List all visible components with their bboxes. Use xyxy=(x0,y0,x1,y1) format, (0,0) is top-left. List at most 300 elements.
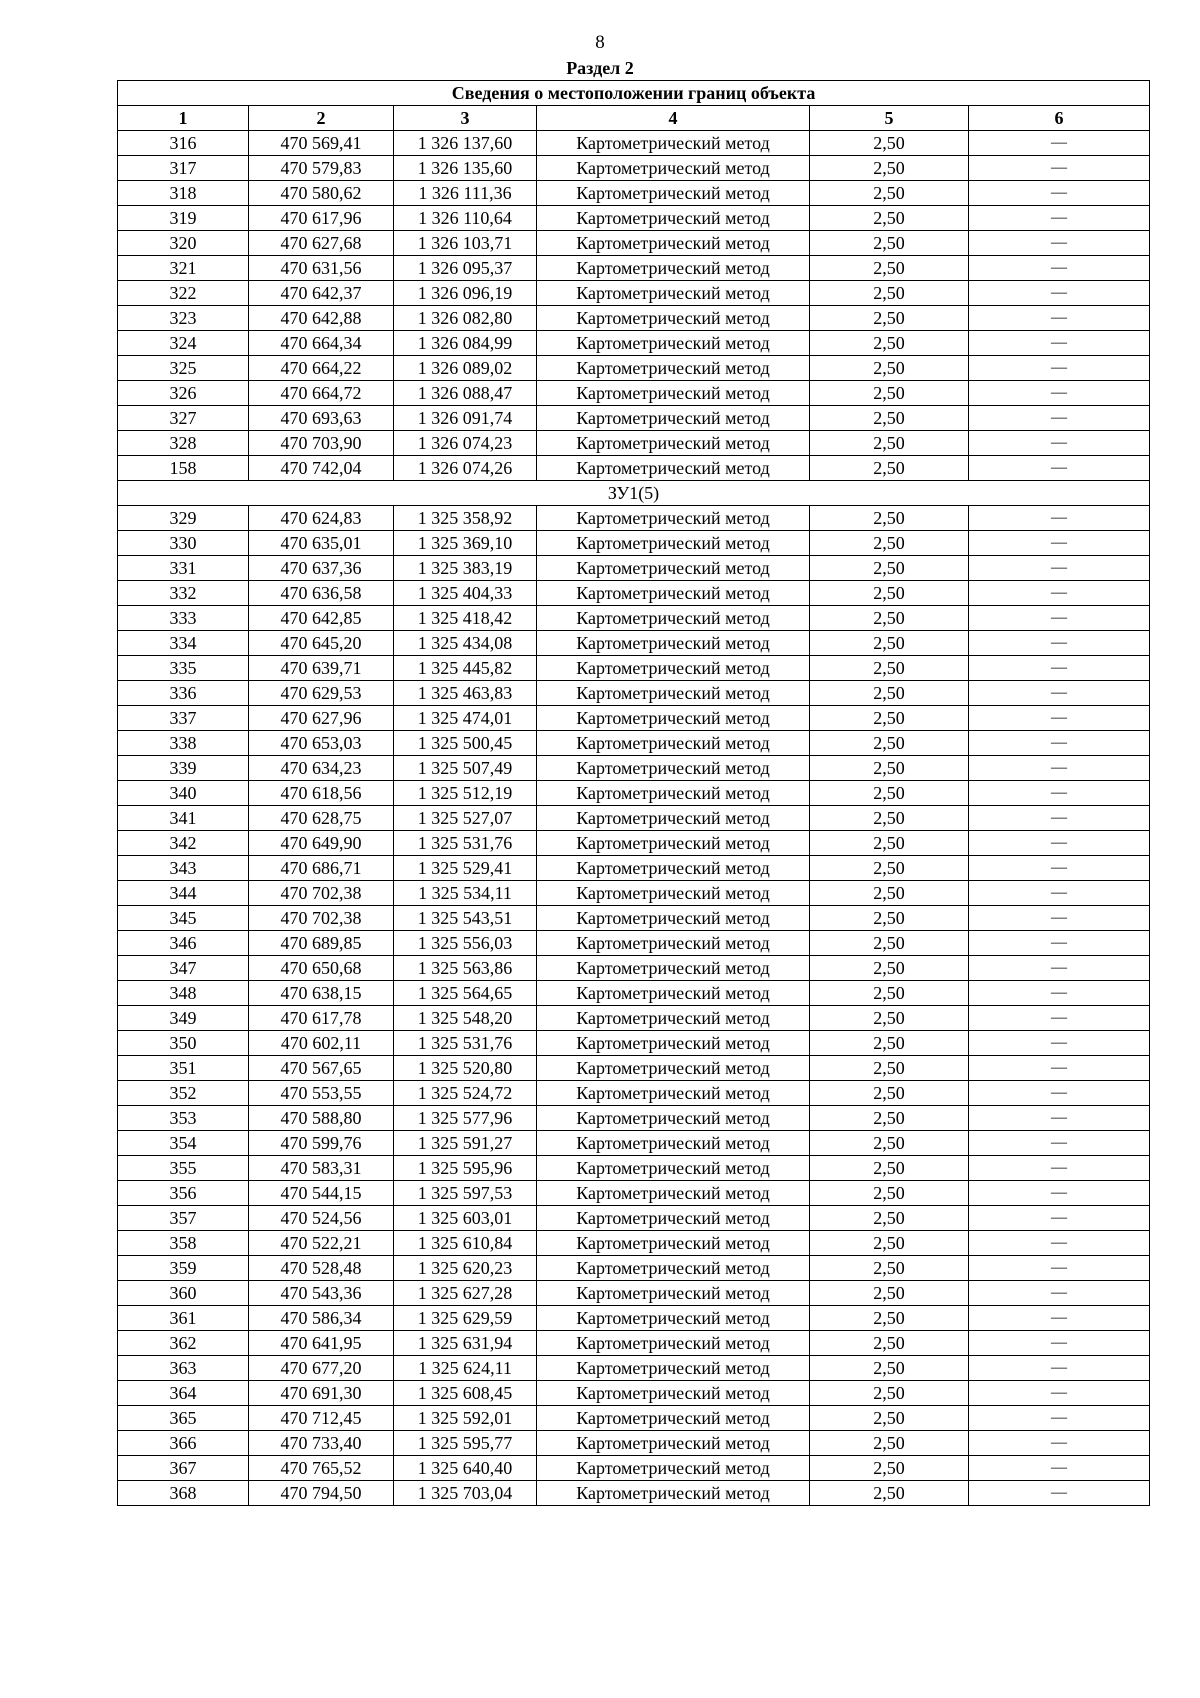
point-number-cell: 360 xyxy=(118,1281,249,1306)
description-cell: — xyxy=(969,931,1150,956)
y-coordinate-cell: 1 325 631,94 xyxy=(394,1331,537,1356)
point-number-cell: 361 xyxy=(118,1306,249,1331)
description-cell: — xyxy=(969,1306,1150,1331)
table-caption-row xyxy=(118,81,1150,106)
x-coordinate-cell: 470 618,56 xyxy=(249,781,394,806)
accuracy-cell: 2,50 xyxy=(810,856,969,881)
x-coordinate-cell: 470 645,20 xyxy=(249,631,394,656)
x-coordinate-cell: 470 635,01 xyxy=(249,531,394,556)
y-coordinate-cell: 1 326 084,99 xyxy=(394,331,537,356)
x-coordinate-cell: 470 642,88 xyxy=(249,306,394,331)
y-coordinate-cell: 1 325 556,03 xyxy=(394,931,537,956)
table-row xyxy=(118,406,1150,431)
x-coordinate-cell: 470 617,96 xyxy=(249,206,394,231)
accuracy-cell: 2,50 xyxy=(810,1481,969,1506)
description-cell: — xyxy=(969,356,1150,381)
x-coordinate-cell: 470 628,75 xyxy=(249,806,394,831)
accuracy-cell: 2,50 xyxy=(810,756,969,781)
point-number-cell: 362 xyxy=(118,1331,249,1356)
x-coordinate-cell: 470 641,95 xyxy=(249,1331,394,1356)
point-number-cell: 325 xyxy=(118,356,249,381)
description-cell: — xyxy=(969,806,1150,831)
x-coordinate-cell: 470 702,38 xyxy=(249,881,394,906)
point-number-cell: 351 xyxy=(118,1056,249,1081)
group-label: ЗУ1(5) xyxy=(118,481,1150,506)
y-coordinate-cell: 1 325 531,76 xyxy=(394,1031,537,1056)
table-row xyxy=(118,1356,1150,1381)
table-row xyxy=(118,1006,1150,1031)
point-number-cell: 327 xyxy=(118,406,249,431)
description-cell: — xyxy=(969,1006,1150,1031)
x-coordinate-cell: 470 580,62 xyxy=(249,181,394,206)
point-number-cell: 368 xyxy=(118,1481,249,1506)
description-cell: — xyxy=(969,1281,1150,1306)
table-row xyxy=(118,1331,1150,1356)
y-coordinate-cell: 1 325 563,86 xyxy=(394,956,537,981)
accuracy-cell: 2,50 xyxy=(810,531,969,556)
description-cell: — xyxy=(969,281,1150,306)
method-cell: Картометрический метод xyxy=(537,331,810,356)
description-cell: — xyxy=(969,706,1150,731)
method-cell: Картометрический метод xyxy=(537,1481,810,1506)
point-number-cell: 353 xyxy=(118,1106,249,1131)
description-cell: — xyxy=(969,856,1150,881)
y-coordinate-cell: 1 325 627,28 xyxy=(394,1281,537,1306)
accuracy-cell: 2,50 xyxy=(810,1106,969,1131)
method-cell: Картометрический метод xyxy=(537,1431,810,1456)
method-cell: Картометрический метод xyxy=(537,1006,810,1031)
accuracy-cell: 2,50 xyxy=(810,906,969,931)
method-cell: Картометрический метод xyxy=(537,456,810,481)
accuracy-cell: 2,50 xyxy=(810,931,969,956)
table-row xyxy=(118,1281,1150,1306)
y-coordinate-cell: 1 325 543,51 xyxy=(394,906,537,931)
table-row xyxy=(118,581,1150,606)
description-cell: — xyxy=(969,381,1150,406)
y-coordinate-cell: 1 325 595,96 xyxy=(394,1156,537,1181)
method-cell: Картометрический метод xyxy=(537,606,810,631)
y-coordinate-cell: 1 325 603,01 xyxy=(394,1206,537,1231)
x-coordinate-cell: 470 649,90 xyxy=(249,831,394,856)
y-coordinate-cell: 1 325 548,20 xyxy=(394,1006,537,1031)
x-coordinate-cell: 470 567,65 xyxy=(249,1056,394,1081)
table-row xyxy=(118,906,1150,931)
accuracy-cell: 2,50 xyxy=(810,231,969,256)
point-number-cell: 340 xyxy=(118,781,249,806)
table-row xyxy=(118,756,1150,781)
y-coordinate-cell: 1 326 135,60 xyxy=(394,156,537,181)
x-coordinate-cell: 470 691,30 xyxy=(249,1381,394,1406)
accuracy-cell: 2,50 xyxy=(810,1156,969,1181)
point-number-cell: 331 xyxy=(118,556,249,581)
table-row xyxy=(118,431,1150,456)
table-row xyxy=(118,131,1150,156)
method-cell: Картометрический метод xyxy=(537,1131,810,1156)
y-coordinate-cell: 1 325 703,04 xyxy=(394,1481,537,1506)
accuracy-cell: 2,50 xyxy=(810,256,969,281)
description-cell: — xyxy=(969,1381,1150,1406)
method-cell: Картометрический метод xyxy=(537,531,810,556)
method-cell: Картометрический метод xyxy=(537,806,810,831)
x-coordinate-cell: 470 794,50 xyxy=(249,1481,394,1506)
description-cell: — xyxy=(969,756,1150,781)
accuracy-cell: 2,50 xyxy=(810,181,969,206)
accuracy-cell: 2,50 xyxy=(810,131,969,156)
accuracy-cell: 2,50 xyxy=(810,1456,969,1481)
point-number-cell: 158 xyxy=(118,456,249,481)
point-number-cell: 343 xyxy=(118,856,249,881)
description-cell: — xyxy=(969,906,1150,931)
y-coordinate-cell: 1 326 137,60 xyxy=(394,131,537,156)
y-coordinate-cell: 1 325 500,45 xyxy=(394,731,537,756)
description-cell: — xyxy=(969,1106,1150,1131)
group-header-row xyxy=(118,481,1150,506)
description-cell: — xyxy=(969,506,1150,531)
method-cell: Картометрический метод xyxy=(537,1256,810,1281)
description-cell: — xyxy=(969,456,1150,481)
method-cell: Картометрический метод xyxy=(537,906,810,931)
y-coordinate-cell: 1 326 095,37 xyxy=(394,256,537,281)
x-coordinate-cell: 470 650,68 xyxy=(249,956,394,981)
table-row xyxy=(118,1031,1150,1056)
method-cell: Картометрический метод xyxy=(537,931,810,956)
method-cell: Картометрический метод xyxy=(537,231,810,256)
point-number-cell: 326 xyxy=(118,381,249,406)
x-coordinate-cell: 470 664,34 xyxy=(249,331,394,356)
table-row xyxy=(118,1306,1150,1331)
table-row xyxy=(118,1481,1150,1506)
x-coordinate-cell: 470 624,83 xyxy=(249,506,394,531)
accuracy-cell: 2,50 xyxy=(810,206,969,231)
accuracy-cell: 2,50 xyxy=(810,1356,969,1381)
point-number-cell: 330 xyxy=(118,531,249,556)
method-cell: Картометрический метод xyxy=(537,431,810,456)
method-cell: Картометрический метод xyxy=(537,556,810,581)
method-cell: Картометрический метод xyxy=(537,631,810,656)
x-coordinate-cell: 470 733,40 xyxy=(249,1431,394,1456)
method-cell: Картометрический метод xyxy=(537,981,810,1006)
table-row xyxy=(118,281,1150,306)
x-coordinate-cell: 470 588,80 xyxy=(249,1106,394,1131)
accuracy-cell: 2,50 xyxy=(810,506,969,531)
method-cell: Картометрический метод xyxy=(537,1156,810,1181)
accuracy-cell: 2,50 xyxy=(810,581,969,606)
method-cell: Картометрический метод xyxy=(537,256,810,281)
point-number-cell: 335 xyxy=(118,656,249,681)
point-number-cell: 316 xyxy=(118,131,249,156)
point-number-cell: 366 xyxy=(118,1431,249,1456)
method-cell: Картометрический метод xyxy=(537,731,810,756)
description-cell: — xyxy=(969,306,1150,331)
description-cell: — xyxy=(969,581,1150,606)
method-cell: Картометрический метод xyxy=(537,1106,810,1131)
description-cell: — xyxy=(969,1331,1150,1356)
accuracy-cell: 2,50 xyxy=(810,306,969,331)
accuracy-cell: 2,50 xyxy=(810,1081,969,1106)
point-number-cell: 339 xyxy=(118,756,249,781)
x-coordinate-cell: 470 522,21 xyxy=(249,1231,394,1256)
point-number-cell: 365 xyxy=(118,1406,249,1431)
y-coordinate-cell: 1 325 404,33 xyxy=(394,581,537,606)
y-coordinate-cell: 1 325 592,01 xyxy=(394,1406,537,1431)
method-cell: Картометрический метод xyxy=(537,1306,810,1331)
accuracy-cell: 2,50 xyxy=(810,831,969,856)
table-row xyxy=(118,256,1150,281)
description-cell: — xyxy=(969,1206,1150,1231)
x-coordinate-cell: 470 617,78 xyxy=(249,1006,394,1031)
x-coordinate-cell: 470 689,85 xyxy=(249,931,394,956)
y-coordinate-cell: 1 326 103,71 xyxy=(394,231,537,256)
x-coordinate-cell: 470 627,96 xyxy=(249,706,394,731)
method-cell: Картометрический метод xyxy=(537,506,810,531)
y-coordinate-cell: 1 325 520,80 xyxy=(394,1056,537,1081)
x-coordinate-cell: 470 599,76 xyxy=(249,1131,394,1156)
accuracy-cell: 2,50 xyxy=(810,1406,969,1431)
table-row xyxy=(118,1181,1150,1206)
method-cell: Картометрический метод xyxy=(537,1231,810,1256)
method-cell: Картометрический метод xyxy=(537,856,810,881)
method-cell: Картометрический метод xyxy=(537,706,810,731)
method-cell: Картометрический метод xyxy=(537,1181,810,1206)
table-row xyxy=(118,206,1150,231)
table-row xyxy=(118,1381,1150,1406)
accuracy-cell: 2,50 xyxy=(810,1256,969,1281)
method-cell: Картометрический метод xyxy=(537,1406,810,1431)
point-number-cell: 352 xyxy=(118,1081,249,1106)
description-cell: — xyxy=(969,231,1150,256)
x-coordinate-cell: 470 627,68 xyxy=(249,231,394,256)
accuracy-cell: 2,50 xyxy=(810,406,969,431)
accuracy-cell: 2,50 xyxy=(810,806,969,831)
table-row xyxy=(118,506,1150,531)
x-coordinate-cell: 470 664,72 xyxy=(249,381,394,406)
method-cell: Картометрический метод xyxy=(537,581,810,606)
y-coordinate-cell: 1 325 507,49 xyxy=(394,756,537,781)
x-coordinate-cell: 470 629,53 xyxy=(249,681,394,706)
point-number-cell: 337 xyxy=(118,706,249,731)
method-cell: Картометрический метод xyxy=(537,1456,810,1481)
method-cell: Картометрический метод xyxy=(537,156,810,181)
description-cell: — xyxy=(969,781,1150,806)
description-cell: — xyxy=(969,831,1150,856)
y-coordinate-cell: 1 325 597,53 xyxy=(394,1181,537,1206)
point-number-cell: 324 xyxy=(118,331,249,356)
accuracy-cell: 2,50 xyxy=(810,781,969,806)
point-number-cell: 336 xyxy=(118,681,249,706)
accuracy-cell: 2,50 xyxy=(810,1381,969,1406)
description-cell: — xyxy=(969,881,1150,906)
y-coordinate-cell: 1 325 418,42 xyxy=(394,606,537,631)
method-cell: Картометрический метод xyxy=(537,831,810,856)
point-number-cell: 341 xyxy=(118,806,249,831)
y-coordinate-cell: 1 326 091,74 xyxy=(394,406,537,431)
accuracy-cell: 2,50 xyxy=(810,1331,969,1356)
accuracy-cell: 2,50 xyxy=(810,331,969,356)
table-row xyxy=(118,1231,1150,1256)
x-coordinate-cell: 470 631,56 xyxy=(249,256,394,281)
description-cell: — xyxy=(969,1481,1150,1506)
method-cell: Картометрический метод xyxy=(537,781,810,806)
boundary-coordinates-table xyxy=(117,80,1150,1506)
table-row xyxy=(118,856,1150,881)
description-cell: — xyxy=(969,606,1150,631)
x-coordinate-cell: 470 639,71 xyxy=(249,656,394,681)
description-cell: — xyxy=(969,1256,1150,1281)
accuracy-cell: 2,50 xyxy=(810,356,969,381)
table-row xyxy=(118,831,1150,856)
method-cell: Картометрический метод xyxy=(537,1031,810,1056)
accuracy-cell: 2,50 xyxy=(810,1281,969,1306)
y-coordinate-cell: 1 326 074,26 xyxy=(394,456,537,481)
x-coordinate-cell: 470 703,90 xyxy=(249,431,394,456)
method-cell: Картометрический метод xyxy=(537,356,810,381)
method-cell: Картометрический метод xyxy=(537,206,810,231)
point-number-cell: 347 xyxy=(118,956,249,981)
x-coordinate-cell: 470 586,34 xyxy=(249,1306,394,1331)
method-cell: Картометрический метод xyxy=(537,681,810,706)
table-row xyxy=(118,781,1150,806)
description-cell: — xyxy=(969,1156,1150,1181)
column-header: 6 xyxy=(969,106,1150,131)
point-number-cell: 346 xyxy=(118,931,249,956)
table-row xyxy=(118,931,1150,956)
point-number-cell: 363 xyxy=(118,1356,249,1381)
description-cell: — xyxy=(969,981,1150,1006)
accuracy-cell: 2,50 xyxy=(810,981,969,1006)
table-row xyxy=(118,1431,1150,1456)
description-cell: — xyxy=(969,1356,1150,1381)
y-coordinate-cell: 1 325 445,82 xyxy=(394,656,537,681)
x-coordinate-cell: 470 636,58 xyxy=(249,581,394,606)
table-row xyxy=(118,1056,1150,1081)
table-row xyxy=(118,1256,1150,1281)
table-row xyxy=(118,356,1150,381)
column-header: 4 xyxy=(537,106,810,131)
page-number: 8 xyxy=(595,32,605,53)
method-cell: Картометрический метод xyxy=(537,381,810,406)
accuracy-cell: 2,50 xyxy=(810,1306,969,1331)
accuracy-cell: 2,50 xyxy=(810,706,969,731)
point-number-cell: 364 xyxy=(118,1381,249,1406)
method-cell: Картометрический метод xyxy=(537,1206,810,1231)
table-row xyxy=(118,656,1150,681)
method-cell: Картометрический метод xyxy=(537,1081,810,1106)
y-coordinate-cell: 1 326 089,02 xyxy=(394,356,537,381)
y-coordinate-cell: 1 325 474,01 xyxy=(394,706,537,731)
y-coordinate-cell: 1 325 383,19 xyxy=(394,556,537,581)
y-coordinate-cell: 1 325 531,76 xyxy=(394,831,537,856)
x-coordinate-cell: 470 642,37 xyxy=(249,281,394,306)
accuracy-cell: 2,50 xyxy=(810,556,969,581)
description-cell: — xyxy=(969,1131,1150,1156)
description-cell: — xyxy=(969,1431,1150,1456)
description-cell: — xyxy=(969,956,1150,981)
point-number-cell: 322 xyxy=(118,281,249,306)
accuracy-cell: 2,50 xyxy=(810,631,969,656)
y-coordinate-cell: 1 325 610,84 xyxy=(394,1231,537,1256)
table-row xyxy=(118,1081,1150,1106)
accuracy-cell: 2,50 xyxy=(810,1181,969,1206)
accuracy-cell: 2,50 xyxy=(810,681,969,706)
accuracy-cell: 2,50 xyxy=(810,731,969,756)
point-number-cell: 350 xyxy=(118,1031,249,1056)
description-cell: — xyxy=(969,1181,1150,1206)
point-number-cell: 323 xyxy=(118,306,249,331)
point-number-cell: 356 xyxy=(118,1181,249,1206)
point-number-cell: 333 xyxy=(118,606,249,631)
description-cell: — xyxy=(969,1456,1150,1481)
accuracy-cell: 2,50 xyxy=(810,1006,969,1031)
table-row xyxy=(118,681,1150,706)
section-title: Раздел 2 xyxy=(566,58,634,78)
point-number-cell: 332 xyxy=(118,581,249,606)
description-cell: — xyxy=(969,1081,1150,1106)
table-row xyxy=(118,1156,1150,1181)
table-row xyxy=(118,731,1150,756)
point-number-cell: 367 xyxy=(118,1456,249,1481)
point-number-cell: 328 xyxy=(118,431,249,456)
table-row xyxy=(118,1456,1150,1481)
table-row xyxy=(118,531,1150,556)
accuracy-cell: 2,50 xyxy=(810,456,969,481)
description-cell: — xyxy=(969,656,1150,681)
y-coordinate-cell: 1 325 620,23 xyxy=(394,1256,537,1281)
x-coordinate-cell: 470 579,83 xyxy=(249,156,394,181)
description-cell: — xyxy=(969,1031,1150,1056)
y-coordinate-cell: 1 325 463,83 xyxy=(394,681,537,706)
method-cell: Картометрический метод xyxy=(537,881,810,906)
y-coordinate-cell: 1 326 111,36 xyxy=(394,181,537,206)
x-coordinate-cell: 470 528,48 xyxy=(249,1256,394,1281)
point-number-cell: 338 xyxy=(118,731,249,756)
description-cell: — xyxy=(969,556,1150,581)
table-row xyxy=(118,156,1150,181)
point-number-cell: 345 xyxy=(118,906,249,931)
y-coordinate-cell: 1 326 096,19 xyxy=(394,281,537,306)
description-cell: — xyxy=(969,631,1150,656)
column-header-row xyxy=(118,106,1150,131)
y-coordinate-cell: 1 325 629,59 xyxy=(394,1306,537,1331)
method-cell: Картометрический метод xyxy=(537,131,810,156)
table-row xyxy=(118,706,1150,731)
y-coordinate-cell: 1 325 358,92 xyxy=(394,506,537,531)
y-coordinate-cell: 1 325 512,19 xyxy=(394,781,537,806)
y-coordinate-cell: 1 325 369,10 xyxy=(394,531,537,556)
table-header xyxy=(118,81,1150,131)
table-row xyxy=(118,181,1150,206)
point-number-cell: 334 xyxy=(118,631,249,656)
x-coordinate-cell: 470 686,71 xyxy=(249,856,394,881)
accuracy-cell: 2,50 xyxy=(810,156,969,181)
description-cell: — xyxy=(969,131,1150,156)
point-number-cell: 329 xyxy=(118,506,249,531)
method-cell: Картометрический метод xyxy=(537,1356,810,1381)
table-row xyxy=(118,631,1150,656)
description-cell: — xyxy=(969,731,1150,756)
description-cell: — xyxy=(969,206,1150,231)
y-coordinate-cell: 1 325 608,45 xyxy=(394,1381,537,1406)
table-caption: Сведения о местоположении границ объекта xyxy=(118,81,1150,106)
x-coordinate-cell: 470 544,15 xyxy=(249,1181,394,1206)
accuracy-cell: 2,50 xyxy=(810,381,969,406)
x-coordinate-cell: 470 712,45 xyxy=(249,1406,394,1431)
x-coordinate-cell: 470 653,03 xyxy=(249,731,394,756)
method-cell: Картометрический метод xyxy=(537,1281,810,1306)
table-row xyxy=(118,381,1150,406)
table-row xyxy=(118,806,1150,831)
y-coordinate-cell: 1 325 564,65 xyxy=(394,981,537,1006)
description-cell: — xyxy=(969,681,1150,706)
